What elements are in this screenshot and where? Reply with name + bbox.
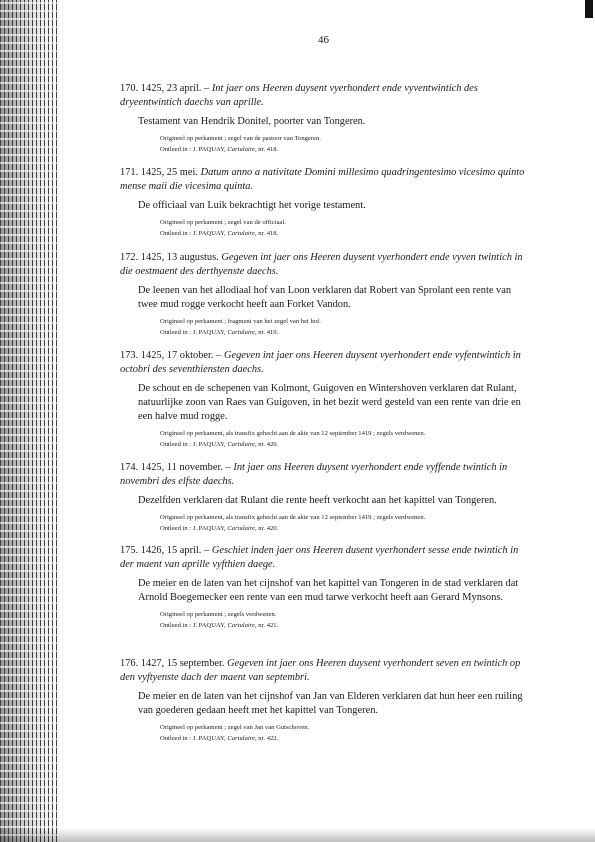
- page-number: 46: [318, 34, 329, 46]
- entry-summary: Testament van Hendrik Donitel, poorter van Tongeren.: [138, 116, 366, 127]
- entry-170: [120, 82, 530, 155]
- entry-heading: 174. 1425, 11 november. – Int jaer ons Heeren duysent vyerhondert ende vyffende twintich in novembri des elfste daechs.: [120, 462, 508, 487]
- entry-heading: 176. 1427, 15 september. Gegeven int jaer ons Heeren duysent vyerhondert seven en twintich op den vyftyenste dach der maent van septembri.: [120, 658, 521, 683]
- entry-summary: Dezelfden verklaren dat Rulant die rente heeft verkocht aan het kapittel van Tongeren.: [138, 495, 497, 506]
- entry-175: [120, 544, 530, 631]
- entry-source: Origineel op perkament, als transfix gehecht aan de akte van 12 september 1419 ; zegels verdwenen. Ontleed in : J. PAQUAY, Cartulaire, nr. 420.: [160, 430, 426, 448]
- entry-171: [120, 166, 530, 239]
- scan-corner-mark: [585, 0, 593, 18]
- entry-176: [120, 657, 530, 744]
- entry-summary: De meier en de laten van het cijnshof van Jan van Elderen verklaren dat hun heer een ruiling van goederen gedaan heeft met het kapittel van Tongeren.: [138, 691, 523, 716]
- entry-summary: De schout en de schepenen van Kolmont, Guigoven en Wintershoven verklaren dat Rulant, natuurlijke zoon van Raes van Guigoven, in het bezit werd gesteld van een rente van drie en een halve mud rogge.: [138, 383, 521, 422]
- entry-summary: De leenen van het allodiaal hof van Loon verklaren dat Robert van Sprolant een rente van twee mud rogge verkocht heeft aan Forket Vandon.: [138, 285, 512, 310]
- entry-heading: 175. 1426, 15 april. – Geschiet inden jaer ons Heeren dusent vyerhondert sesse ende twintich in der maent van aprille vyfthien daege.: [120, 545, 519, 570]
- entry-source: Origineel op perkament ; zegels verdwenen. Ontleed in : J. PAQUAY, Cartulaire, nr. 421.: [160, 611, 279, 629]
- entry-source: Origineel op perkament ; zegel van de pastoor van Tongeren. Ontleed in : J. PAQUAY, Cartulaire, nr. 418.: [160, 135, 321, 153]
- entry-source: Origineel op perkament, als transfix gehecht aan de akte van 12 september 1419 ; zegels verdwenen. Ontleed in : J. PAQUAY, Cartulaire, nr. 420.: [160, 514, 426, 532]
- entry-quote: Geschiet inden jaer ons Heeren dusent vyerhondert sesse ende twintich in der maent van aprille vyfthien daege.: [120, 545, 519, 570]
- entry-source: Origineel op perkament ; fragment van het zegel van het hof. Ontleed in : J. PAQUAY, Cartulaire, nr. 419.: [160, 318, 321, 336]
- entry-quote: Int jaer ons Heeren duysent vyerhondert ende vyffende twintich in novembri des elfste daechs.: [120, 462, 508, 487]
- entry-quote: Datum anno a nativitate Domini millesimo quadringentesimo vicesimo quinto mense maii die vicesima quinta.: [120, 167, 525, 192]
- entry-quote: Gegeven int jaer ons Heeren duysent vyerhondert seven en twintich op den vyftyenste dach der maent van septembri.: [120, 658, 521, 683]
- entry-heading: 173. 1425, 17 oktober. – Gegeven int jaer ons Heeren duysent vyerhondert ende vyfentwintich in octobri des seventhiensten daechs.: [120, 350, 521, 375]
- entry-174: [120, 461, 530, 534]
- entry-quote: Gegeven int jaer ons Heeren duysent vyerhondert ende vyfentwintich in octobri des seventhiensten daechs.: [120, 350, 521, 375]
- entry-quote: Gegeven int jaer ons Heeren duysent vyerhondert ende vyven twintich in die oestmaent des derthyenste daechs.: [120, 252, 523, 277]
- entry-source: Origineel op perkament ; zegel van de officiaal. Ontleed in : J. PAQUAY, Cartulaire, nr. 418.: [160, 219, 286, 237]
- entry-heading: 172. 1425, 13 augustus. Gegeven int jaer ons Heeren duysent vyerhondert ende vyven twintich in die oestmaent des derthyenste daechs.: [120, 252, 523, 277]
- entry-source: Origineel op perkament ; zegel van Jan van Gutschoven. Ontleed in : J. PAQUAY, Cartulaire, nr. 422.: [160, 724, 310, 742]
- entry-172: [120, 251, 530, 338]
- entry-quote: Int jaer ons Heeren duysent vyerhondert ende vyventwintich des dryeentwintich daechs van aprille.: [120, 83, 478, 108]
- entry-heading: 171. 1425, 25 mei. Datum anno a nativitate Domini millesimo quadringentesimo vicesimo quinto mense maii die vicesima quinta.: [120, 167, 525, 192]
- entry-summary: De officiaal van Luik bekrachtigt het vorige testament.: [138, 200, 366, 211]
- entry-173: [120, 349, 530, 450]
- entry-heading: 170. 1425, 23 april. – Int jaer ons Heeren duysent vyerhondert ende vyventwintich des dryeentwintich daechs van aprille.: [120, 83, 478, 108]
- entry-summary: De meier en de laten van het cijnshof van het kapittel van Tongeren in de stad verklaren dat Arnold Boegemecker een rente van een mud tarwe verkocht heeft aan Gerard Mynsons.: [138, 578, 519, 603]
